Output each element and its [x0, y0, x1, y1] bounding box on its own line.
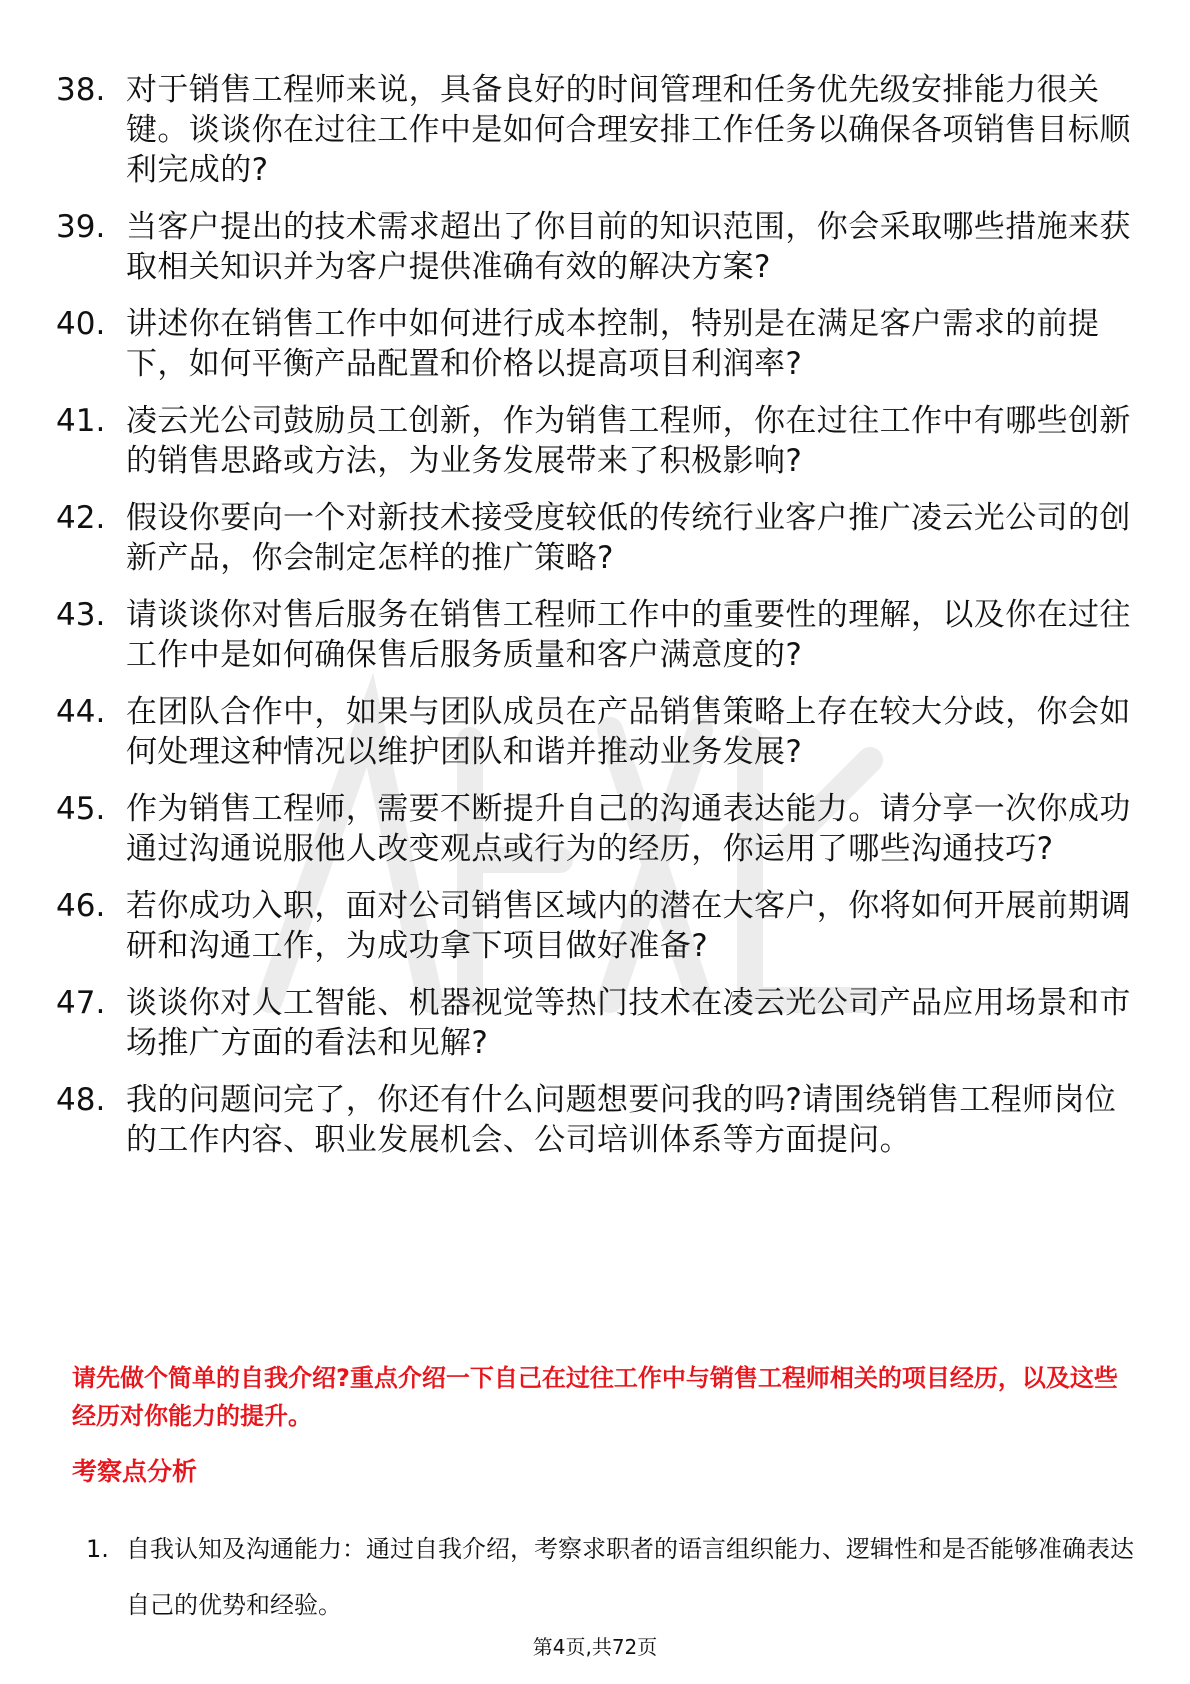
question-text: 当客户提出的技术需求超出了你目前的知识范围，你会采取哪些措施来获取相关知识并为客户提供准确有效的解决方案?: [126, 209, 1131, 285]
question-item: [56, 692, 1146, 772]
question-text: 对于销售工程师来说，具备良好的时间管理和任务优先级安排能力很关键。谈谈你在过往工作中是如何合理安排工作任务以确保各项销售目标顺利完成的?: [126, 72, 1131, 188]
question-item: [56, 304, 1146, 384]
question-item: [56, 886, 1146, 966]
question-text: 假设你要向一个对新技术接受度较低的传统行业客户推广凌云光公司的创新产品，你会制定怎样的推广策略?: [126, 500, 1131, 576]
question-text: 在团队合作中，如果与团队成员在产品销售策略上存在较大分歧，你会如何处理这种情况以维护团队和谐并推动业务发展?: [126, 694, 1131, 770]
highlight-question: 请先做个简单的自我介绍?重点介绍一下自己在过往工作中与销售工程师相关的项目经历，以及这些经历对你能力的提升。: [72, 1364, 1118, 1430]
question-text: 若你成功入职，面对公司销售区域内的潜在大客户，你将如何开展前期调研和沟通工作，为成功拿下项目做好准备?: [126, 888, 1131, 964]
question-item: [56, 70, 1146, 190]
question-number: 40.: [56, 306, 106, 342]
question-text: 凌云光公司鼓励员工创新，作为销售工程师，你在过往工作中有哪些创新的销售思路或方法，为业务发展带来了积极影响?: [126, 403, 1131, 479]
question-item: [56, 498, 1146, 578]
question-number: 45.: [56, 791, 106, 827]
question-text: 请谈谈你对售后服务在销售工程师工作中的重要性的理解，以及你在过往工作中是如何确保售后服务质量和客户满意度的?: [126, 597, 1131, 673]
analysis-item: [86, 1521, 1136, 1633]
question-text: 作为销售工程师，需要不断提升自己的沟通表达能力。请分享一次你成功通过沟通说服他人改变观点或行为的经历，你运用了哪些沟通技巧?: [126, 791, 1131, 867]
question-number: 38.: [56, 72, 106, 108]
question-number: 41.: [56, 403, 106, 439]
question-number: 48.: [56, 1082, 106, 1118]
question-number: 39.: [56, 209, 106, 245]
question-number: 47.: [56, 985, 106, 1021]
question-item: [56, 1080, 1146, 1160]
question-number: 46.: [56, 888, 106, 924]
question-text: 讲述你在销售工作中如何进行成本控制，特别是在满足客户需求的前提下，如何平衡产品配置和价格以提高项目利润率?: [126, 306, 1100, 382]
question-list: [56, 70, 1146, 1177]
question-number: 42.: [56, 500, 106, 536]
question-item: [56, 401, 1146, 481]
page-footer: 第4页,共72页: [532, 1635, 658, 1659]
question-text: 我的问题问完了，你还有什么问题想要问我的吗?请围绕销售工程师岗位的工作内容、职业发展机会、公司培训体系等方面提问。: [126, 1082, 1117, 1158]
analysis-list: [86, 1521, 1136, 1633]
question-item: [56, 207, 1146, 287]
analysis-text: 自我认知及沟通能力：通过自我介绍，考察求职者的语言组织能力、逻辑性和是否能够准确表达自己的优势和经验。: [126, 1535, 1134, 1619]
analysis-number: 1.: [86, 1535, 109, 1563]
question-item: [56, 595, 1146, 675]
question-item: [56, 789, 1146, 869]
question-text: 谈谈你对人工智能、机器视觉等热门技术在凌云光公司产品应用场景和市场推广方面的看法和见解?: [126, 985, 1131, 1061]
question-item: [56, 983, 1146, 1063]
question-number: 44.: [56, 694, 106, 730]
analysis-title: 考察点分析: [72, 1457, 198, 1486]
question-number: 43.: [56, 597, 106, 633]
